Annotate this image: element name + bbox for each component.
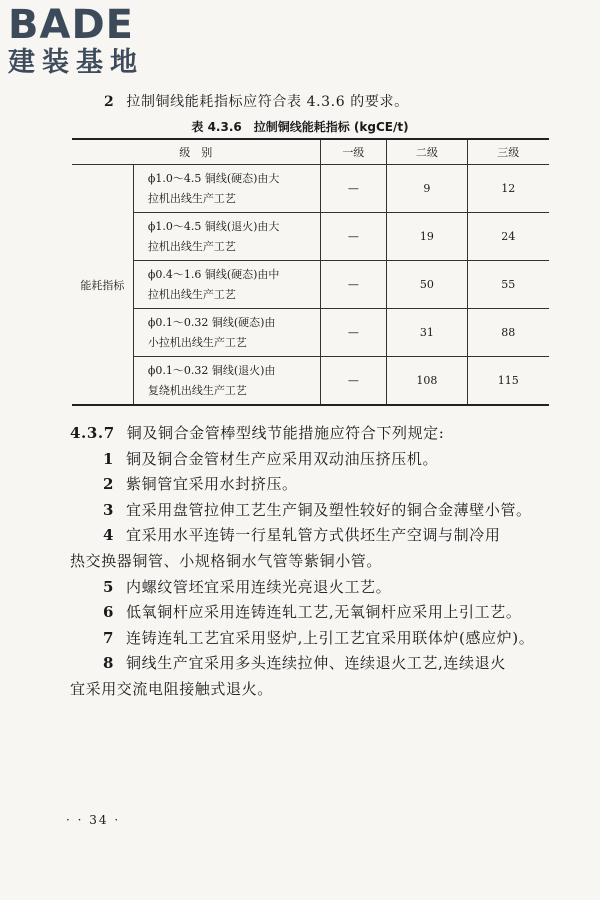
clause-text: 拉制铜线能耗指标应符合表 4.3.6 的要求。 xyxy=(126,94,409,110)
grade-3-value: 115 xyxy=(467,357,549,406)
product-cell xyxy=(133,357,320,406)
grade-3-value: 55 xyxy=(467,261,549,309)
item-text: 宜采用盘管拉伸工艺生产铜及塑性较好的铜合金薄壁小管。 xyxy=(126,500,532,519)
table-row xyxy=(72,261,549,309)
grade-1-value: — xyxy=(320,357,387,406)
item-continuation: 热交换器铜管、小规格铜水气管等紫铜小管。 xyxy=(70,551,383,570)
grade-1-value: — xyxy=(320,309,387,357)
product-cell xyxy=(133,309,320,357)
product-cell xyxy=(133,213,320,261)
grade-2-value: 50 xyxy=(387,261,467,309)
item-number: 5 xyxy=(103,577,115,596)
header-grade-2: 二级 xyxy=(387,139,467,165)
grade-2-value: 9 xyxy=(387,165,467,213)
list-item xyxy=(70,600,570,626)
list-item xyxy=(70,523,570,549)
product-cell xyxy=(133,165,320,213)
item-number: 6 xyxy=(103,603,115,622)
grade-2-value: 31 xyxy=(387,309,467,357)
grade-1-value: — xyxy=(320,165,387,213)
item-text: 铜及铜合金管材生产应采用双动油压挤压机。 xyxy=(126,449,439,468)
category-cell: 能耗指标 xyxy=(72,165,133,406)
table-caption-number: 表 4.3.6 xyxy=(191,120,242,134)
item-text: 连铸连轧工艺宜采用竖炉,上引工艺宜采用联体炉(感应炉)。 xyxy=(126,628,535,647)
table-caption xyxy=(0,118,600,135)
item-number: 2 xyxy=(103,475,115,494)
clause-2 xyxy=(104,91,409,111)
item-continuation: 宜采用交流电阻接触式退火。 xyxy=(70,679,273,698)
product-line: 拉机出线生产工艺 xyxy=(147,287,236,301)
section-4-3-7 xyxy=(70,421,570,703)
section-title: 铜及铜合金管棒型线节能措施应符合下列规定: xyxy=(126,424,445,442)
watermark-logo xyxy=(8,4,178,80)
list-item xyxy=(70,651,570,677)
grade-1-value: — xyxy=(320,213,387,261)
table-row xyxy=(72,165,549,213)
grade-1-value: — xyxy=(320,261,387,309)
item-text: 内螺纹管坯宜采用连续光亮退火工艺。 xyxy=(126,577,392,596)
item-text: 宜采用水平连铸一行星轧管方式供坯生产空调与制冷用 xyxy=(126,526,501,545)
grade-2-value: 108 xyxy=(387,357,467,406)
item-number: 8 xyxy=(103,654,115,673)
product-line: ϕ0.1～0.32 铜线(退火)由 xyxy=(147,363,276,377)
product-line: ϕ1.0～4.5 铜线(退火)由大 xyxy=(147,219,280,233)
list-item xyxy=(70,575,570,601)
table-row xyxy=(72,357,549,406)
list-item xyxy=(70,472,570,498)
product-line: ϕ1.0～4.5 铜线(硬态)由大 xyxy=(147,171,280,185)
grade-2-value: 19 xyxy=(387,213,467,261)
energy-consumption-table xyxy=(72,138,549,406)
item-number: 3 xyxy=(103,500,115,519)
grade-3-value: 88 xyxy=(467,309,549,357)
page-number: · · 34 · xyxy=(66,813,121,827)
product-line: ϕ0.1～0.32 铜线(硬态)由 xyxy=(147,315,276,329)
product-line: 复绕机出线生产工艺 xyxy=(147,383,247,397)
product-cell xyxy=(133,261,320,309)
product-line: ϕ0.4～1.6 铜线(硬态)由中 xyxy=(147,267,280,281)
list-item xyxy=(70,498,570,524)
grade-3-value: 24 xyxy=(467,213,549,261)
grade-3-value: 12 xyxy=(467,165,549,213)
logo-brand: BADE xyxy=(8,2,134,48)
table-row xyxy=(72,309,549,357)
item-text: 铜线生产宜采用多头连续拉伸、连续退火工艺,连续退火 xyxy=(126,654,506,673)
list-item xyxy=(70,447,570,473)
item-text: 低氧铜杆应采用连铸连轧工艺,无氧铜杆应采用上引工艺。 xyxy=(126,603,522,622)
header-grade-1: 一级 xyxy=(320,139,387,165)
product-line: 拉机出线生产工艺 xyxy=(147,239,236,253)
item-number: 7 xyxy=(103,628,115,647)
header-grade-3: 三级 xyxy=(467,139,549,165)
header-grade: 级 别 xyxy=(72,139,320,165)
table-caption-title: 拉制铜线能耗指标 (kgCE/t) xyxy=(253,120,409,134)
product-line: 拉机出线生产工艺 xyxy=(147,191,236,205)
logo-subtitle: 建装基地 xyxy=(8,47,144,78)
table-header-row xyxy=(72,139,549,165)
item-number: 4 xyxy=(103,526,115,545)
item-number: 1 xyxy=(103,449,115,468)
section-heading xyxy=(70,421,570,447)
table-row xyxy=(72,213,549,261)
item-text: 紫铜管宜采用水封挤压。 xyxy=(126,475,298,494)
product-line: 小拉机出线生产工艺 xyxy=(147,335,247,349)
section-number: 4.3.7 xyxy=(70,424,115,442)
list-item xyxy=(70,626,570,652)
clause-number: 2 xyxy=(104,94,115,110)
